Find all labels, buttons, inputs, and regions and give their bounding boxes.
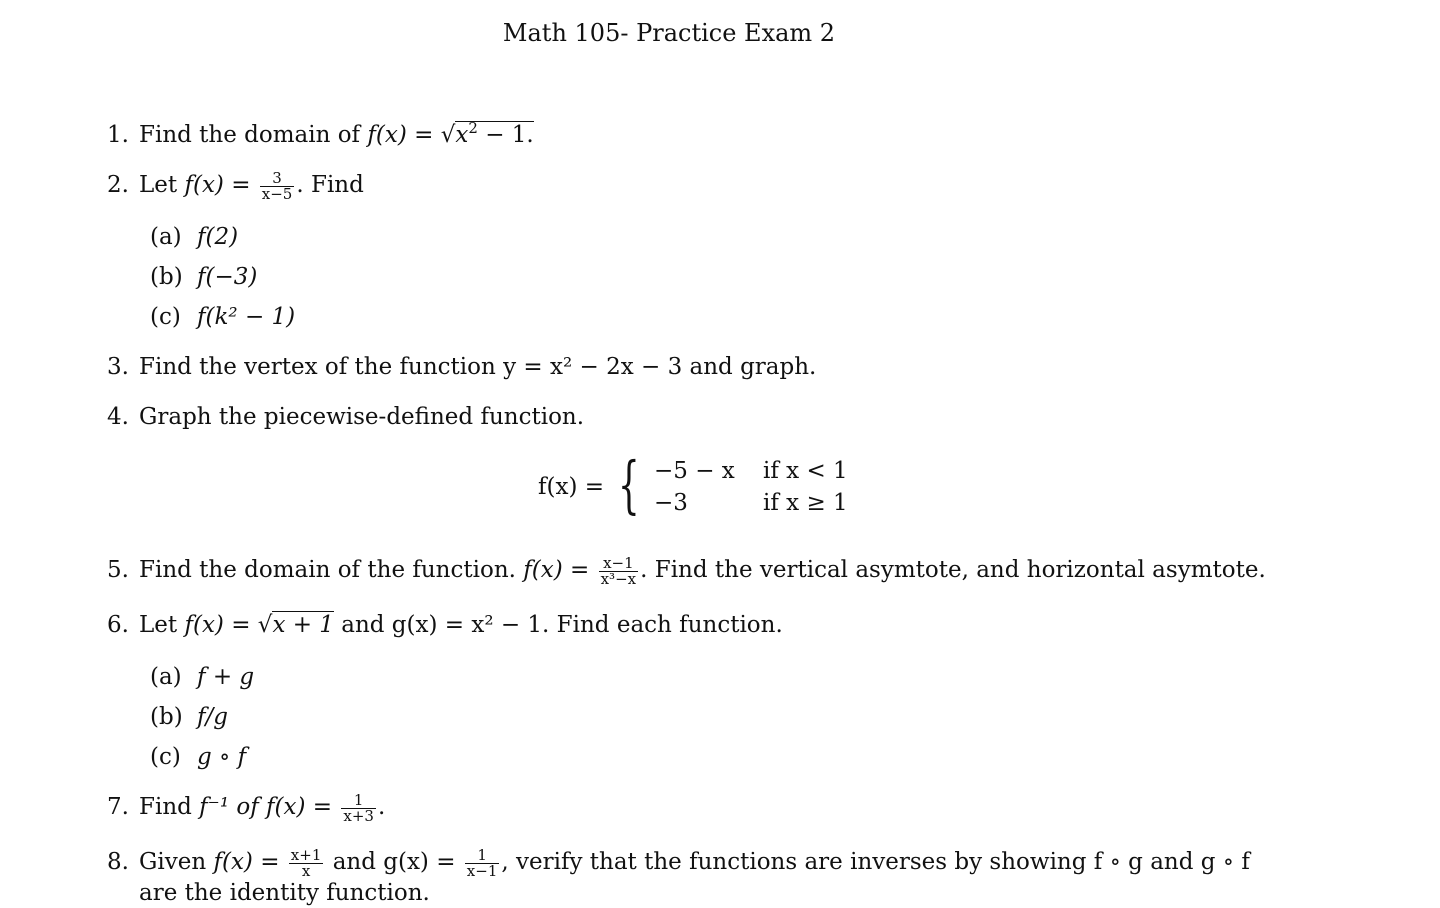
part-expression: f/g [197,704,228,730]
case-1-expression: −5 − x [654,458,735,484]
denominator: x³−x [600,569,637,588]
left-brace: { [618,448,640,521]
fraction [341,790,376,825]
question-6-part-c [150,742,246,772]
radicand-tail: − 1. [477,122,534,148]
numerator: x−1 [599,556,639,572]
question-text: Graph the piecewise-defined function. [139,404,585,430]
question-lead: Given [139,849,207,875]
function-expression: f(x) = [184,172,251,198]
part-expression: f(−3) [197,264,258,290]
radicand: x [455,122,469,148]
question-tail: , verify that the functions are inverses by showing f ∘ g and g ∘ f [501,849,1250,875]
numerator: 3 [260,171,295,187]
question-tail: . Find the vertical asymtote, and horizontal asymtote. [640,557,1266,583]
inverse-expression: f⁻¹ of f(x) = [199,794,333,820]
question-lead: Find the domain of the function. [139,557,516,583]
question-number: 1. [107,122,129,148]
part-label: (a) [150,664,182,690]
part-label: (c) [150,744,181,770]
fraction-f [289,845,324,880]
fraction-g [465,845,500,880]
question-number: 3. [107,354,129,380]
question-6-part-a [150,662,254,692]
numerator: 1 [341,793,376,809]
square-root: √x + 1 [257,612,334,638]
question-6 [107,610,783,640]
function-expression: f(x) = [523,557,590,583]
case-2-expression: −3 [654,490,688,516]
fraction [260,168,295,203]
part-label: (c) [150,304,181,330]
question-mid: and g(x) = [332,849,456,875]
denominator: x [301,861,311,880]
piecewise-lhs: f(x) = [538,474,605,500]
radicand: x + 1 [272,612,334,638]
question-number: 7. [107,794,129,820]
part-expression: f + g [197,664,255,690]
part-label: (a) [150,224,182,250]
question-6-part-b [150,702,228,732]
question-2 [107,170,364,202]
part-expression: g ∘ f [197,744,247,770]
question-1 [107,120,534,150]
case-1-condition: if x < 1 [763,458,848,484]
question-number: 5. [107,557,129,583]
function-expression: f(x) = [184,612,251,638]
function-expression: f(x) = [367,122,434,148]
function-expression: f(x) = [213,849,280,875]
part-label: (b) [150,264,183,290]
question-2-part-a [150,222,238,252]
numerator: x+1 [290,845,322,864]
question-lead: Let [139,612,178,638]
numerator: 1 [465,848,500,864]
question-8 [107,847,1250,879]
case-2-condition: if x ≥ 1 [763,490,848,516]
denominator: x+3 [343,806,374,825]
question-text: Find the vertex of the function y = x² − 2x − 3 and graph. [139,354,817,380]
question-5 [107,555,1266,587]
question-tail: . Find [296,172,364,198]
exponent: 2 [468,119,478,137]
question-number: 8. [107,849,129,875]
question-7 [107,792,385,824]
question-number: 6. [107,612,129,638]
question-2-part-b [150,262,257,292]
page-title: Math 105- Practice Exam 2 [502,19,836,47]
question-number: 4. [107,404,129,430]
part-expression: f(k² − 1) [197,304,296,330]
question-lead: Let [139,172,178,198]
question-4 [107,402,584,432]
denominator: x−5 [261,184,293,203]
question-number: 2. [107,172,129,198]
square-root: $√x^2 - 1$. [440,119,534,148]
question-2-part-c [150,302,295,332]
part-label: (b) [150,704,183,730]
part-expression: f(2) [197,224,239,250]
fraction [599,553,639,588]
question-tail: and g(x) = x² − 1. Find each function. [341,612,783,638]
denominator: x−1 [466,861,498,880]
question-8-continued: are the identity function. [139,880,430,906]
question-lead: Find [139,794,192,820]
question-text: Find the domain of [139,122,361,148]
question-3 [107,352,816,382]
question-tail: . [377,794,386,820]
